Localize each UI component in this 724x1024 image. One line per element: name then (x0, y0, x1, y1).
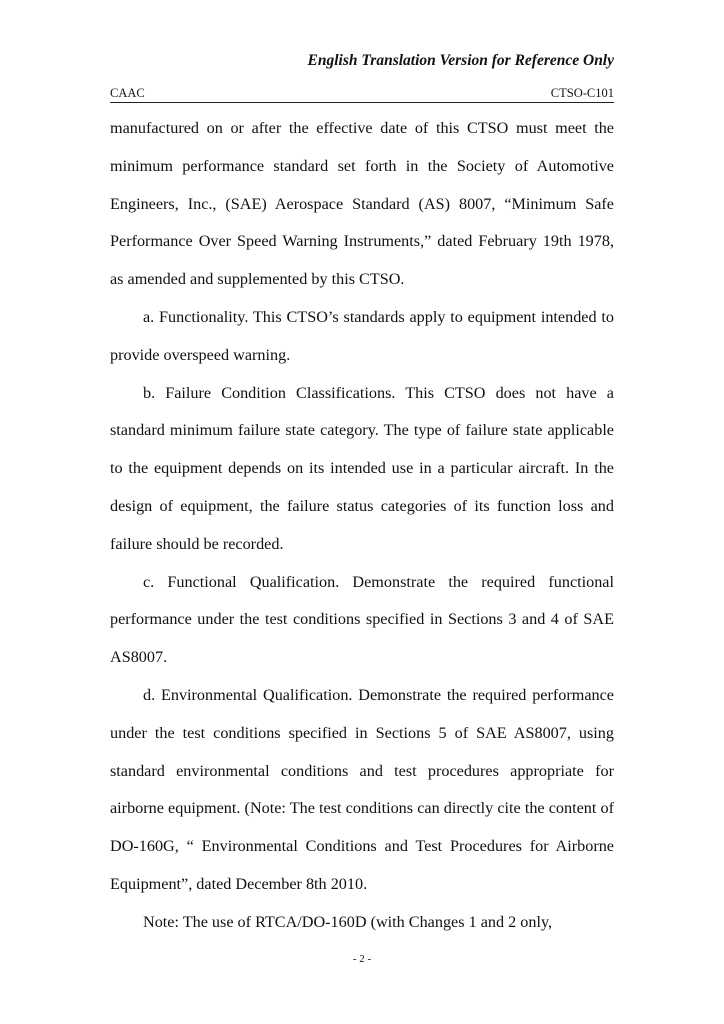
paragraph-functional-qualification: c. Functional Qualification. Demonstrate the required functional performance under the test conditions specified in Sections 3 and 4 of SAE AS8007. (110, 572, 614, 667)
header-document-id: CTSO-C101 (550, 86, 614, 100)
running-header (110, 86, 614, 102)
page-number: - 2 - (352, 953, 372, 965)
paragraph-intro: manufactured on or after the effective date of this CTSO must meet the minimum performance standard set forth in the Society of Automotive Engineers, Inc., (SAE) Aerospace Standard (AS) 8007, “Minimum Safe Performance Over Speed Warning Instruments,” dated February 19th 1978, as amended and supplemented by this CTSO. (110, 119, 614, 289)
paragraph-note: Note: The use of RTCA/DO-160D (with Changes 1 and 2 only, (143, 912, 553, 931)
paragraph-failure-classification: b. Failure Condition Classifications. This CTSO does not have a standard minimum failure state category. The type of failure state applicable to the equipment depends on its intended use in a particular aircraft. In the design of equipment, the failure status categories of its function loss and failure should be recorded. (110, 383, 614, 553)
header-divider (110, 102, 614, 103)
paragraph-environmental-qualification: d. Environmental Qualification. Demonstrate the required performance under the test conditions specified in Sections 5 of SAE AS8007, using standard environmental conditions and test procedures appropriate for airborne equipment. (Note: The test conditions can directly cite the content of DO-160G, “ Environmental Conditions and Test Procedures for Airborne Equipment”, dated December 8th 2010. (110, 685, 614, 893)
paragraph-functionality: a. Functionality. This CTSO’s standards apply to equipment intended to provide overspeed warning. (110, 307, 614, 364)
translation-note: English Translation Version for Reference Only (307, 52, 614, 69)
document-body (110, 110, 614, 942)
header-organization: CAAC (110, 86, 145, 100)
